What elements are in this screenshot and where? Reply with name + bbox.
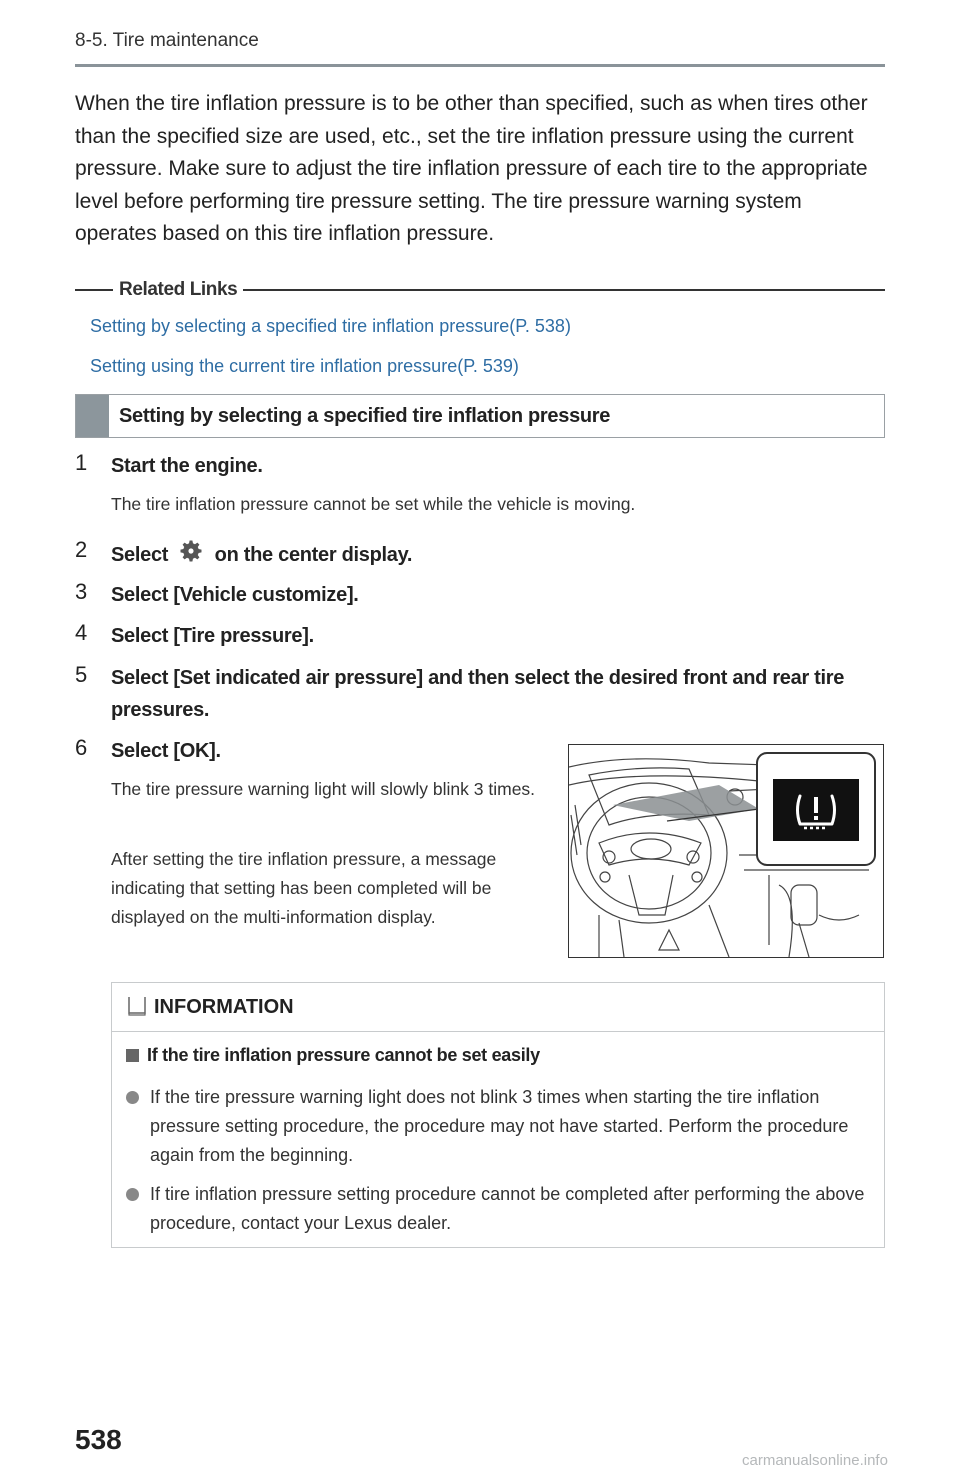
dashboard-illustration [568, 744, 884, 958]
intro-paragraph: When the tire inflation pressure is to be other than specified, such as when tires other than the specified size are used, etc., set the tire inflation pressure using the current pressure. Make sure to adjust the tire inflation pressure of each tire to the appropriate level before performing tire pressure setting. The tire pressure warning system operates based on this tire inflation pressure. [75, 92, 868, 245]
information-bullet [126, 1180, 876, 1238]
information-box [111, 982, 885, 1248]
bullet-icon [126, 1091, 139, 1104]
step-4 [75, 620, 314, 652]
gear-icon [177, 537, 205, 575]
related-links-heading [75, 278, 885, 302]
watermark: carmanualsonline.info [742, 1452, 888, 1469]
step-number: 6 [75, 735, 87, 760]
information-subtitle [126, 1045, 540, 1066]
step-number: 5 [75, 662, 87, 687]
step-text-after: on the center display. [214, 544, 413, 566]
step-5 [75, 662, 875, 726]
page-number: 538 [75, 1424, 122, 1455]
step-2 [75, 537, 412, 575]
bullet-text: If the tire pressure warning light does not blink 3 times when starting the tire inflation pressure setting procedure, the procedure may not have started. Perform the procedure again from the beginning. [150, 1087, 849, 1165]
step-text: Select [Tire pressure]. [111, 625, 314, 647]
step-6 [75, 735, 221, 767]
section-bar [76, 395, 109, 437]
step-number: 4 [75, 620, 87, 645]
information-bullet [126, 1083, 876, 1170]
bullet-text: If tire inflation pressure setting procedure cannot be completed after performing the above procedure, contact your Lexus dealer. [150, 1184, 865, 1233]
link-specified-pressure[interactable]: Setting by selecting a specified tire inflation pressure(P. 538) [90, 316, 571, 336]
related-links [90, 316, 571, 376]
step-1-note: The tire inflation pressure cannot be set while the vehicle is moving. [111, 494, 636, 514]
step-6-note: The tire pressure warning light will slowly blink 3 times. [111, 779, 536, 799]
divider [75, 289, 113, 291]
step-text [111, 537, 412, 575]
related-links-title: Related Links [119, 279, 238, 300]
header-rule [75, 64, 885, 67]
square-bullet-icon [126, 1049, 139, 1062]
step-text: Select [Set indicated air pressure] and then select the desired front and rear tire pressures. [111, 667, 845, 721]
step-1 [75, 450, 263, 482]
book-icon [126, 993, 148, 1022]
section-title: Setting by selecting a specified tire inflation pressure [119, 404, 611, 427]
step-3 [75, 579, 359, 611]
step-text: Select [Vehicle customize]. [111, 584, 359, 606]
step-text: Start the engine. [111, 455, 263, 477]
step-number: 2 [75, 537, 87, 562]
section-header: 8-5. Tire maintenance [75, 30, 259, 51]
step-6-note: After setting the tire inflation pressure, a message indicating that setting has been completed will be displayed on the multi-information display. [111, 849, 497, 927]
information-title: INFORMATION [154, 995, 294, 1018]
link-current-pressure[interactable]: Setting using the current tire inflation pressure(P. 539) [90, 356, 519, 376]
bullet-icon [126, 1188, 139, 1201]
step-number: 1 [75, 450, 87, 475]
information-header [112, 983, 884, 1032]
section-heading [75, 394, 885, 438]
divider [243, 289, 885, 291]
step-number: 3 [75, 579, 87, 604]
step-text-before: Select [111, 544, 169, 566]
information-subtitle-text: If the tire inflation pressure cannot be set easily [147, 1045, 540, 1065]
step-text: Select [OK]. [111, 740, 221, 762]
